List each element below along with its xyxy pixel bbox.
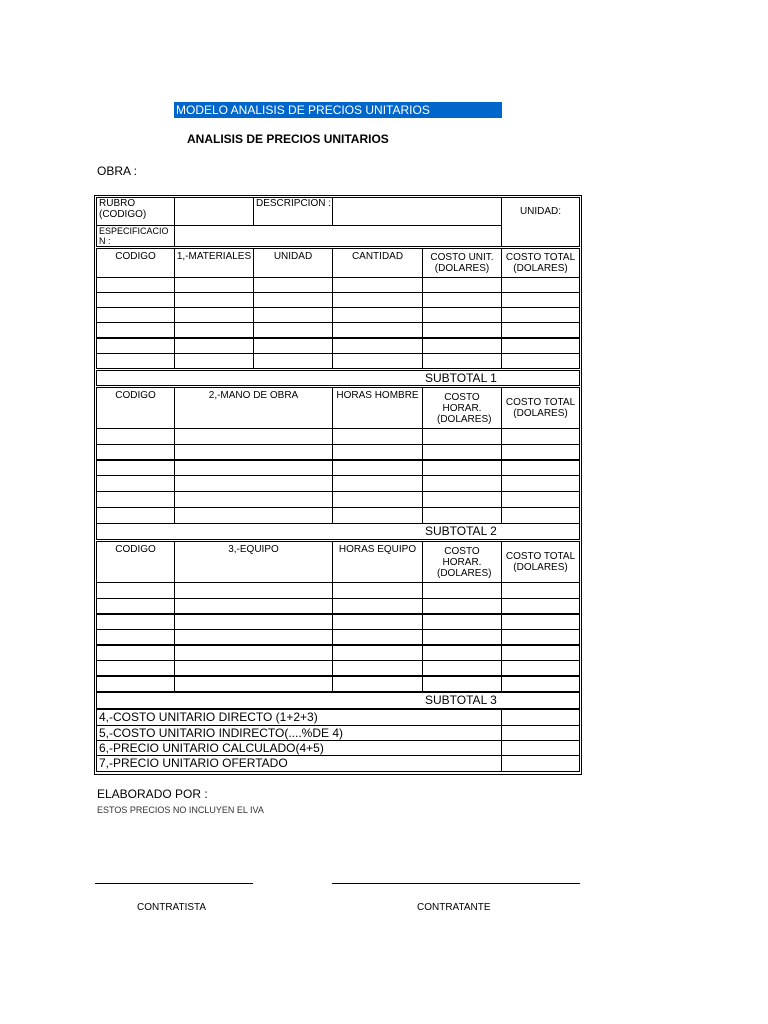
equipo-row-cell[interactable] bbox=[501, 582, 580, 599]
contratante-signature-line bbox=[332, 883, 580, 884]
materiales-row-cell[interactable] bbox=[422, 307, 502, 323]
materiales-row-cell[interactable] bbox=[96, 353, 175, 369]
materiales-row-cell[interactable] bbox=[332, 277, 423, 293]
subtotal-3: SUBTOTAL 3 bbox=[96, 692, 580, 709]
total-precio-ofertado-value[interactable] bbox=[501, 755, 580, 772]
materiales-row-cell[interactable] bbox=[96, 322, 175, 338]
mano-obra-row-cell[interactable] bbox=[422, 475, 502, 492]
mo-header-horas-hombre: HORAS HOMBRE bbox=[332, 387, 423, 429]
mano-obra-row-cell[interactable] bbox=[174, 507, 333, 524]
mo-header-costo-total: COSTO TOTAL (DOLARES) bbox=[501, 387, 580, 429]
mano-obra-row-cell[interactable] bbox=[174, 475, 333, 492]
materiales-row-cell[interactable] bbox=[501, 353, 580, 369]
eq-header-codigo: CODIGO bbox=[96, 541, 175, 583]
subtotal-2: SUBTOTAL 2 bbox=[96, 523, 580, 540]
equipo-row-cell[interactable] bbox=[422, 613, 502, 630]
materiales-row-cell[interactable] bbox=[332, 307, 423, 323]
materiales-row-cell[interactable] bbox=[174, 277, 254, 293]
materiales-row-cell[interactable] bbox=[174, 322, 254, 338]
contratista-signature-line bbox=[95, 883, 253, 884]
mano-obra-row-cell[interactable] bbox=[501, 491, 580, 508]
materiales-row-cell[interactable] bbox=[332, 292, 423, 308]
total-precio-calculado-label: 6,-PRECIO UNITARIO CALCULADO(4+5) bbox=[96, 740, 502, 756]
descripcion-label: DESCRIPCION : bbox=[253, 197, 333, 226]
materiales-row-cell[interactable] bbox=[501, 277, 580, 293]
total-costo-directo-label: 4,-COSTO UNITARIO DIRECTO (1+2+3) bbox=[96, 709, 502, 726]
mo-header-codigo: CODIGO bbox=[96, 387, 175, 429]
model-banner: MODELO ANALISIS DE PRECIOS UNITARIOS bbox=[174, 102, 502, 118]
eq-header-costo-total: COSTO TOTAL (DOLARES) bbox=[501, 541, 580, 583]
contratista-label: CONTRATISTA bbox=[137, 902, 207, 913]
subtotal-1: SUBTOTAL 1 bbox=[96, 370, 580, 386]
mano-obra-row-cell[interactable] bbox=[96, 507, 175, 524]
mano-obra-row-cell[interactable] bbox=[332, 459, 423, 476]
equipo-row-cell[interactable] bbox=[332, 644, 423, 661]
mo-header-costo-horar: COSTO HORAR. (DOLARES) bbox=[422, 387, 502, 429]
materiales-row-cell[interactable] bbox=[501, 322, 580, 338]
mano-obra-row-cell[interactable] bbox=[501, 475, 580, 492]
mano-obra-row-cell[interactable] bbox=[174, 428, 333, 445]
materiales-row-cell[interactable] bbox=[174, 338, 254, 354]
mano-obra-row-cell[interactable] bbox=[332, 475, 423, 492]
mano-obra-row-cell[interactable] bbox=[332, 507, 423, 524]
equipo-row-cell[interactable] bbox=[332, 613, 423, 630]
mano-obra-row-cell[interactable] bbox=[501, 507, 580, 524]
equipo-row-cell[interactable] bbox=[422, 675, 502, 692]
iva-note: ESTOS PRECIOS NO INCLUYEN EL IVA bbox=[97, 805, 264, 815]
mano-obra-row-cell[interactable] bbox=[332, 491, 423, 508]
mat-header-costo-total: COSTO TOTAL (DOLARES) bbox=[501, 248, 580, 278]
equipo-row-cell[interactable] bbox=[174, 613, 333, 630]
materiales-row-cell[interactable] bbox=[253, 277, 333, 293]
mo-header-mano-obra: 2,-MANO DE OBRA bbox=[174, 387, 333, 429]
equipo-row-cell[interactable] bbox=[96, 644, 175, 661]
materiales-row-cell[interactable] bbox=[174, 292, 254, 308]
total-precio-ofertado-label: 7,-PRECIO UNITARIO OFERTADO bbox=[96, 755, 502, 772]
materiales-row-cell[interactable] bbox=[96, 338, 175, 354]
equipo-row-cell[interactable] bbox=[96, 675, 175, 692]
materiales-row-cell[interactable] bbox=[253, 307, 333, 323]
materiales-row-cell[interactable] bbox=[422, 292, 502, 308]
total-costo-directo-value[interactable] bbox=[501, 709, 580, 726]
page-title: ANALISIS DE PRECIOS UNITARIOS bbox=[187, 132, 389, 146]
equipo-row-cell[interactable] bbox=[422, 644, 502, 661]
especificacion-field[interactable] bbox=[174, 225, 502, 247]
equipo-row-cell[interactable] bbox=[174, 675, 333, 692]
elaborado-por-label: ELABORADO POR : bbox=[97, 787, 208, 801]
materiales-row-cell[interactable] bbox=[253, 292, 333, 308]
rubro-field[interactable] bbox=[174, 197, 254, 226]
descripcion-field[interactable] bbox=[332, 197, 502, 226]
materiales-row-cell[interactable] bbox=[332, 338, 423, 354]
equipo-row-cell[interactable] bbox=[501, 613, 580, 630]
materiales-row-cell[interactable] bbox=[96, 307, 175, 323]
mat-header-costo-unit: COSTO UNIT. (DOLARES) bbox=[422, 248, 502, 278]
materiales-row-cell[interactable] bbox=[332, 322, 423, 338]
materiales-row-cell[interactable] bbox=[96, 292, 175, 308]
materiales-row-cell[interactable] bbox=[422, 277, 502, 293]
materiales-row-cell[interactable] bbox=[174, 307, 254, 323]
equipo-row-cell[interactable] bbox=[96, 582, 175, 599]
equipo-row-cell[interactable] bbox=[174, 644, 333, 661]
mano-obra-row-cell[interactable] bbox=[96, 459, 175, 476]
eq-header-equipo: 3,-EQUIPO bbox=[174, 541, 333, 583]
mat-header-codigo: CODIGO bbox=[96, 248, 175, 278]
equipo-row-cell[interactable] bbox=[501, 644, 580, 661]
equipo-row-cell[interactable] bbox=[332, 582, 423, 599]
materiales-row-cell[interactable] bbox=[501, 292, 580, 308]
mano-obra-row-cell[interactable] bbox=[501, 428, 580, 445]
mano-obra-row-cell[interactable] bbox=[422, 459, 502, 476]
eq-header-costo-horar: COSTO HORAR. (DOLARES) bbox=[422, 541, 502, 583]
mano-obra-row-cell[interactable] bbox=[174, 491, 333, 508]
total-costo-indirecto-value[interactable] bbox=[501, 725, 580, 741]
equipo-row-cell[interactable] bbox=[96, 613, 175, 630]
equipo-row-cell[interactable] bbox=[332, 675, 423, 692]
especificacion-label: ESPECIFICACIO N : bbox=[96, 225, 175, 247]
equipo-row-cell[interactable] bbox=[422, 582, 502, 599]
materiales-row-cell[interactable] bbox=[96, 277, 175, 293]
mano-obra-row-cell[interactable] bbox=[96, 475, 175, 492]
materiales-row-cell[interactable] bbox=[422, 322, 502, 338]
materiales-row-cell[interactable] bbox=[422, 353, 502, 369]
mano-obra-row-cell[interactable] bbox=[96, 428, 175, 445]
unidad-label: UNIDAD: bbox=[501, 197, 580, 247]
mano-obra-row-cell[interactable] bbox=[501, 459, 580, 476]
mat-header-materiales: 1,-MATERIALES bbox=[174, 248, 254, 278]
mano-obra-row-cell[interactable] bbox=[96, 491, 175, 508]
mano-obra-row-cell[interactable] bbox=[174, 459, 333, 476]
materiales-row-cell[interactable] bbox=[501, 307, 580, 323]
equipo-row-cell[interactable] bbox=[501, 675, 580, 692]
contratante-label: CONTRATANTE bbox=[417, 902, 491, 913]
mano-obra-row-cell[interactable] bbox=[422, 507, 502, 524]
total-precio-calculado-value[interactable] bbox=[501, 740, 580, 756]
equipo-row-cell[interactable] bbox=[174, 582, 333, 599]
materiales-row-cell[interactable] bbox=[174, 353, 254, 369]
mano-obra-row-cell[interactable] bbox=[422, 491, 502, 508]
materiales-row-cell[interactable] bbox=[332, 353, 423, 369]
materiales-row-cell[interactable] bbox=[253, 338, 333, 354]
materiales-row-cell[interactable] bbox=[501, 338, 580, 354]
materiales-row-cell[interactable] bbox=[253, 322, 333, 338]
obra-label: OBRA : bbox=[97, 164, 138, 178]
materiales-row-cell[interactable] bbox=[422, 338, 502, 354]
mano-obra-row-cell[interactable] bbox=[422, 428, 502, 445]
materiales-row-cell[interactable] bbox=[253, 353, 333, 369]
mat-header-cantidad: CANTIDAD bbox=[332, 248, 423, 278]
mat-header-unidad: UNIDAD bbox=[253, 248, 333, 278]
rubro-label: RUBRO (CODIGO) bbox=[96, 197, 175, 226]
eq-header-horas-equipo: HORAS EQUIPO bbox=[332, 541, 423, 583]
total-costo-indirecto-label: 5,-COSTO UNITARIO INDIRECTO(....%DE 4) bbox=[96, 725, 502, 741]
mano-obra-row-cell[interactable] bbox=[332, 428, 423, 445]
